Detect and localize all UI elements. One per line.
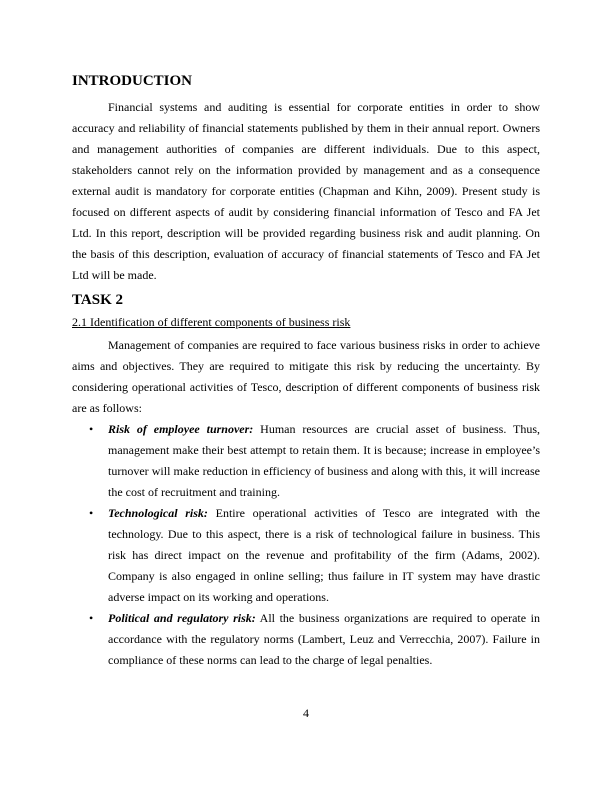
bullet-icon: • xyxy=(89,505,94,520)
list-item-term: Technological risk: xyxy=(108,505,208,520)
list-item-text: All the business organizations are required to operate in accordance with the regulatory norms (Lambert, Leuz and Verrecchia, 2007). Failure in compliance of these norms can lead to the charge of legal penalties. xyxy=(108,610,540,667)
task-2-heading: TASK 2 xyxy=(72,292,123,308)
list-item-employee-turnover xyxy=(72,419,540,503)
list-item-text: Human resources are crucial asset of business. Thus, management make their best attempt to retain them. It is because; increase in employee’s turnover will make reduction in efficiency of business and along with this, it will increase the cost of recruitment and training. xyxy=(108,421,540,499)
list-item-political-regulatory-risk xyxy=(72,608,540,671)
introduction-heading: INTRODUCTION xyxy=(72,73,193,89)
risk-components-list xyxy=(72,419,540,671)
list-item-term: Political and regulatory risk: xyxy=(108,610,256,625)
business-risk-paragraph: Management of companies are required to face various business risks in order to achieve aims and objectives. They are required to mitigate this risk by reducing the uncertainty. By considering operational activities of Tesco, description of different components of business risk are as follows: xyxy=(72,337,540,415)
list-item-term: Risk of employee turnover: xyxy=(108,421,254,436)
page-number: 4 xyxy=(303,706,309,720)
business-risk-subheading: 2.1 Identification of different components of business risk xyxy=(72,315,351,329)
introduction-paragraph: Financial systems and auditing is essential for corporate entities in order to show accuracy and reliability of financial statements published by them in their annual report. Owners and management authorities of companies are different individuals. Due to this aspect, stakeholders cannot rely on the information provided by management and as a consequence external audit is mandatory for corporate entities (Chapman and Kihn, 2009). Present study is focused on different aspects of audit by considering financial information of Tesco and FA Jet Ltd. In this report, description will be provided regarding business risk and audit planning. On the basis of this description, evaluation of accuracy of financial statements of Tesco and FA Jet Ltd will be made. xyxy=(72,100,540,282)
list-item-technological-risk xyxy=(72,503,540,608)
bullet-icon: • xyxy=(89,610,94,625)
list-item-text: Entire operational activities of Tesco are integrated with the technology. Due to this aspect, there is a risk of technological failure in business. This risk has direct impact on the revenue and profitability of the firm (Adams, 2002). Company is also engaged in online selling; thus failure in IT system may have drastic adverse impact on its working and operations. xyxy=(108,505,540,604)
bullet-icon: • xyxy=(89,421,94,436)
document-page xyxy=(72,71,540,671)
